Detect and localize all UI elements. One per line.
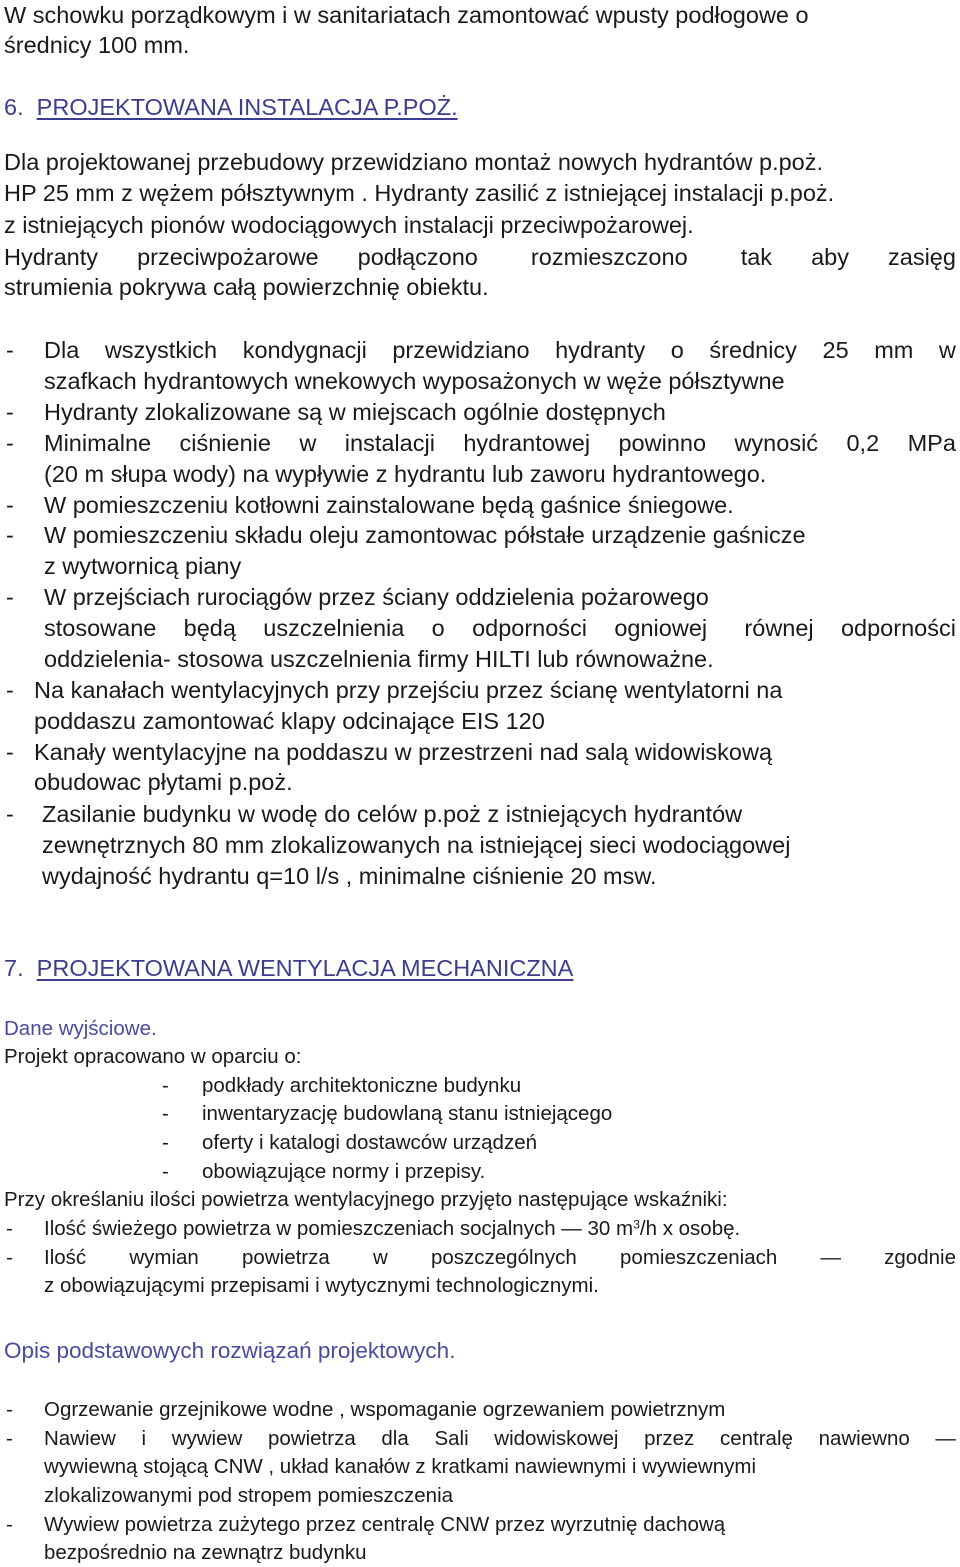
bullet-6-line-3: oddzielenia- stosowa uszczelnienia firmy HILTI lub równoważne. bbox=[44, 646, 714, 672]
bullet-dash: - bbox=[6, 399, 14, 425]
wskazniki-intro: Przy określaniu ilości powietrza wentylacyjnego przyjęto następujące wskaźniki: bbox=[4, 1188, 728, 1211]
word: w bbox=[372, 1246, 388, 1269]
wskaznik-1 bbox=[44, 1217, 740, 1241]
section-7-heading bbox=[4, 955, 573, 982]
bullet-7-line-1: Na kanałach wentylacyjnych przy przejściu przez ścianę wentylatorni na bbox=[34, 677, 783, 703]
word: Sali bbox=[434, 1427, 469, 1450]
bullet-3-line-1 bbox=[44, 430, 956, 457]
bullet-8-line-2: obudowac płytami p.poż. bbox=[34, 769, 293, 795]
word: powietrza bbox=[267, 1427, 356, 1450]
bullet-9-line-1: Zasilanie budynku w wodę do celów p.poż z istniejących hydrantów bbox=[42, 801, 743, 827]
section-6-heading bbox=[4, 94, 458, 121]
word: — bbox=[820, 1246, 841, 1269]
word: zasięg bbox=[888, 244, 956, 270]
word: wszystkich bbox=[104, 337, 218, 363]
list-dash: - bbox=[162, 1131, 169, 1154]
list-dash: - bbox=[162, 1102, 169, 1125]
opis-item-3-line-1: Wywiew powietrza zużytego przez centralę CNW przez wyrzutnię dachową bbox=[44, 1513, 726, 1536]
superscript: 3 bbox=[633, 1217, 640, 1232]
word: hydrantowej bbox=[463, 430, 591, 456]
bullet-5-line-1: W pomieszczeniu składu oleju zamontowac półstałe urządzenie gaśnicze bbox=[44, 522, 806, 548]
word: przez bbox=[644, 1427, 695, 1450]
word: widowiskowej bbox=[494, 1427, 619, 1450]
section-6-number: 6. bbox=[4, 94, 24, 120]
word: zgodnie bbox=[884, 1246, 956, 1269]
projekt-intro: Projekt opracowano w oparciu o: bbox=[4, 1045, 302, 1068]
word: średnicy bbox=[709, 337, 797, 363]
word: instalacji bbox=[344, 430, 435, 456]
bullet-dash: - bbox=[6, 584, 14, 610]
word: tak bbox=[740, 244, 773, 270]
bullet-5-line-2: z wytwornicą piany bbox=[44, 553, 242, 579]
word: przewidziano bbox=[392, 337, 530, 363]
word: dla bbox=[381, 1427, 409, 1450]
section-7-number: 7. bbox=[4, 955, 24, 981]
bullet-dash: - bbox=[6, 337, 14, 363]
word: Ilość bbox=[44, 1246, 87, 1269]
word: o bbox=[431, 615, 445, 641]
word: MPa bbox=[907, 430, 956, 456]
intro-line-1: W schowku porządkowym i w sanitariatach zamontować wpusty podłogowe o bbox=[4, 2, 809, 28]
wskaznik-2-line-1 bbox=[44, 1246, 956, 1270]
word: w bbox=[938, 337, 956, 363]
word: nawiewno bbox=[818, 1427, 910, 1450]
word: o bbox=[670, 337, 684, 363]
word: rozmieszczono bbox=[530, 244, 688, 270]
bullet-9-line-3: wydajność hydrantu q=10 l/s , minimalne ciśnienie 20 msw. bbox=[42, 863, 657, 889]
word: stosowane bbox=[44, 615, 157, 641]
list-item: podkłady architektoniczne budynku bbox=[202, 1074, 522, 1097]
bullet-8-line-1: Kanały wentylacyjne na poddaszu w przestrzeni nad salą widowiskową bbox=[34, 739, 773, 765]
word: mm bbox=[874, 337, 914, 363]
bullet-dash: - bbox=[6, 430, 14, 456]
word: Hydranty bbox=[4, 244, 99, 270]
s6-paragraph-line-2: HP 25 mm z wężem półsztywnym . Hydranty zasilić z istniejącej instalacji p.poż. bbox=[4, 180, 835, 206]
word: Dla bbox=[44, 337, 80, 363]
word: będą bbox=[183, 615, 236, 641]
list-dash: - bbox=[6, 1398, 13, 1421]
bullet-7-line-2: poddaszu zamontować klapy odcinające EIS 120 bbox=[34, 708, 545, 734]
word: wywiew bbox=[171, 1427, 243, 1450]
bullet-4: W pomieszczeniu kotłowni zainstalowane będą gaśnice śniegowe. bbox=[44, 492, 734, 518]
word: i bbox=[141, 1427, 147, 1450]
wskaznik-1-text: Ilość świeżego powietrza w pomieszczeniach socjalnych — 30 m bbox=[44, 1217, 634, 1240]
section-7-title: PROJEKTOWANA WENTYLACJA MECHANICZNA bbox=[36, 955, 574, 981]
bullet-6-line-1: W przejściach rurociągów przez ściany oddzielenia pożarowego bbox=[44, 584, 709, 610]
word: wymian bbox=[129, 1246, 199, 1269]
word: — bbox=[935, 1427, 956, 1450]
opis-item-3-line-2: bezpośrednio na zewnątrz budynku bbox=[44, 1541, 367, 1564]
word: powinno bbox=[618, 430, 707, 456]
opis-item-1: Ogrzewanie grzejnikowe wodne , wspomaganie ogrzewaniem powietrznym bbox=[44, 1398, 726, 1421]
bullet-9-line-2: zewnętrznych 80 mm zlokalizowanych na istniejącej sieci wodociągowej bbox=[42, 832, 791, 858]
word: w bbox=[299, 430, 317, 456]
word: Nawiew bbox=[44, 1427, 116, 1450]
list-item: oferty i katalogi dostawców urządzeń bbox=[202, 1131, 538, 1154]
section-6-title: PROJEKTOWANA INSTALACJA P.POŻ. bbox=[36, 94, 458, 120]
bullet-2: Hydranty zlokalizowane są w miejscach ogólnie dostępnych bbox=[44, 399, 666, 425]
bullet-6-line-2 bbox=[44, 615, 956, 642]
bullet-1-line-1 bbox=[44, 337, 956, 364]
list-dash: - bbox=[6, 1427, 13, 1450]
word: wynosić bbox=[734, 430, 819, 456]
bullet-3-line-2: (20 m słupa wody) na wypływie z hydrantu lub zaworu hydrantowego. bbox=[44, 461, 767, 487]
opis-item-2-line-1 bbox=[44, 1427, 956, 1451]
list-item: inwentaryzację budowlaną stanu istniejącego bbox=[202, 1102, 613, 1125]
word: aby bbox=[811, 244, 849, 270]
list-dash: - bbox=[6, 1217, 13, 1240]
bullet-dash: - bbox=[6, 677, 14, 703]
wskaznik-2-line-2: z obowiązującymi przepisami i wytycznymi technologicznymi. bbox=[44, 1274, 599, 1297]
word: odporności bbox=[840, 615, 956, 641]
word: ciśnienie bbox=[179, 430, 271, 456]
word: 0,2 bbox=[846, 430, 880, 456]
opis-item-2-line-3: zlokalizowanymi pod stropem pomieszczenia bbox=[44, 1484, 454, 1507]
list-item: obowiązujące normy i przepisy. bbox=[202, 1160, 486, 1183]
word: powietrza bbox=[242, 1246, 330, 1269]
opis-item-2-line-2: wywiewną stojącą CNW , układ kanałów z kratkami nawiewnymi i wywiewnymi bbox=[44, 1455, 757, 1478]
bullet-1-line-2: szafkach hydrantowych wnekowych wyposażonych w węże półsztywne bbox=[44, 368, 785, 394]
word: podłączono bbox=[357, 244, 478, 270]
list-dash: - bbox=[162, 1160, 169, 1183]
s6-paragraph-line-4 bbox=[4, 244, 956, 271]
list-dash: - bbox=[162, 1074, 169, 1097]
word: odporności bbox=[472, 615, 588, 641]
word: hydranty bbox=[555, 337, 646, 363]
word: kondygnacji bbox=[242, 337, 367, 363]
list-dash: - bbox=[6, 1513, 13, 1536]
dane-wyjsciowe-heading: Dane wyjściowe. bbox=[4, 1017, 157, 1040]
bullet-dash: - bbox=[6, 492, 14, 518]
bullet-dash: - bbox=[6, 522, 14, 548]
word: 25 bbox=[822, 337, 849, 363]
word: ogniowej bbox=[614, 615, 708, 641]
word: Minimalne bbox=[44, 430, 152, 456]
word: centralę bbox=[719, 1427, 793, 1450]
bullet-dash: - bbox=[6, 739, 14, 765]
s6-paragraph-line-5: strumienia pokrywa całą powierzchnię obiektu. bbox=[4, 274, 489, 300]
word: równej bbox=[744, 615, 814, 641]
list-dash: - bbox=[6, 1246, 13, 1269]
word: uszczelnienia bbox=[263, 615, 405, 641]
word: przeciwpożarowe bbox=[137, 244, 319, 270]
word: pomieszczeniach bbox=[620, 1246, 778, 1269]
bullet-dash: - bbox=[6, 801, 14, 827]
s6-paragraph-line-3: z istniejących pionów wodociągowych instalacji przeciwpożarowej. bbox=[4, 212, 694, 238]
s6-paragraph-line-1: Dla projektowanej przebudowy przewidziano montaż nowych hydrantów p.poż. bbox=[4, 149, 824, 175]
opis-heading: Opis podstawowych rozwiązań projektowych. bbox=[4, 1338, 456, 1363]
intro-line-2: średnicy 100 mm. bbox=[4, 32, 190, 58]
word: poszczególnych bbox=[430, 1246, 577, 1269]
wskaznik-1-unit: /h x osobę. bbox=[639, 1217, 741, 1240]
